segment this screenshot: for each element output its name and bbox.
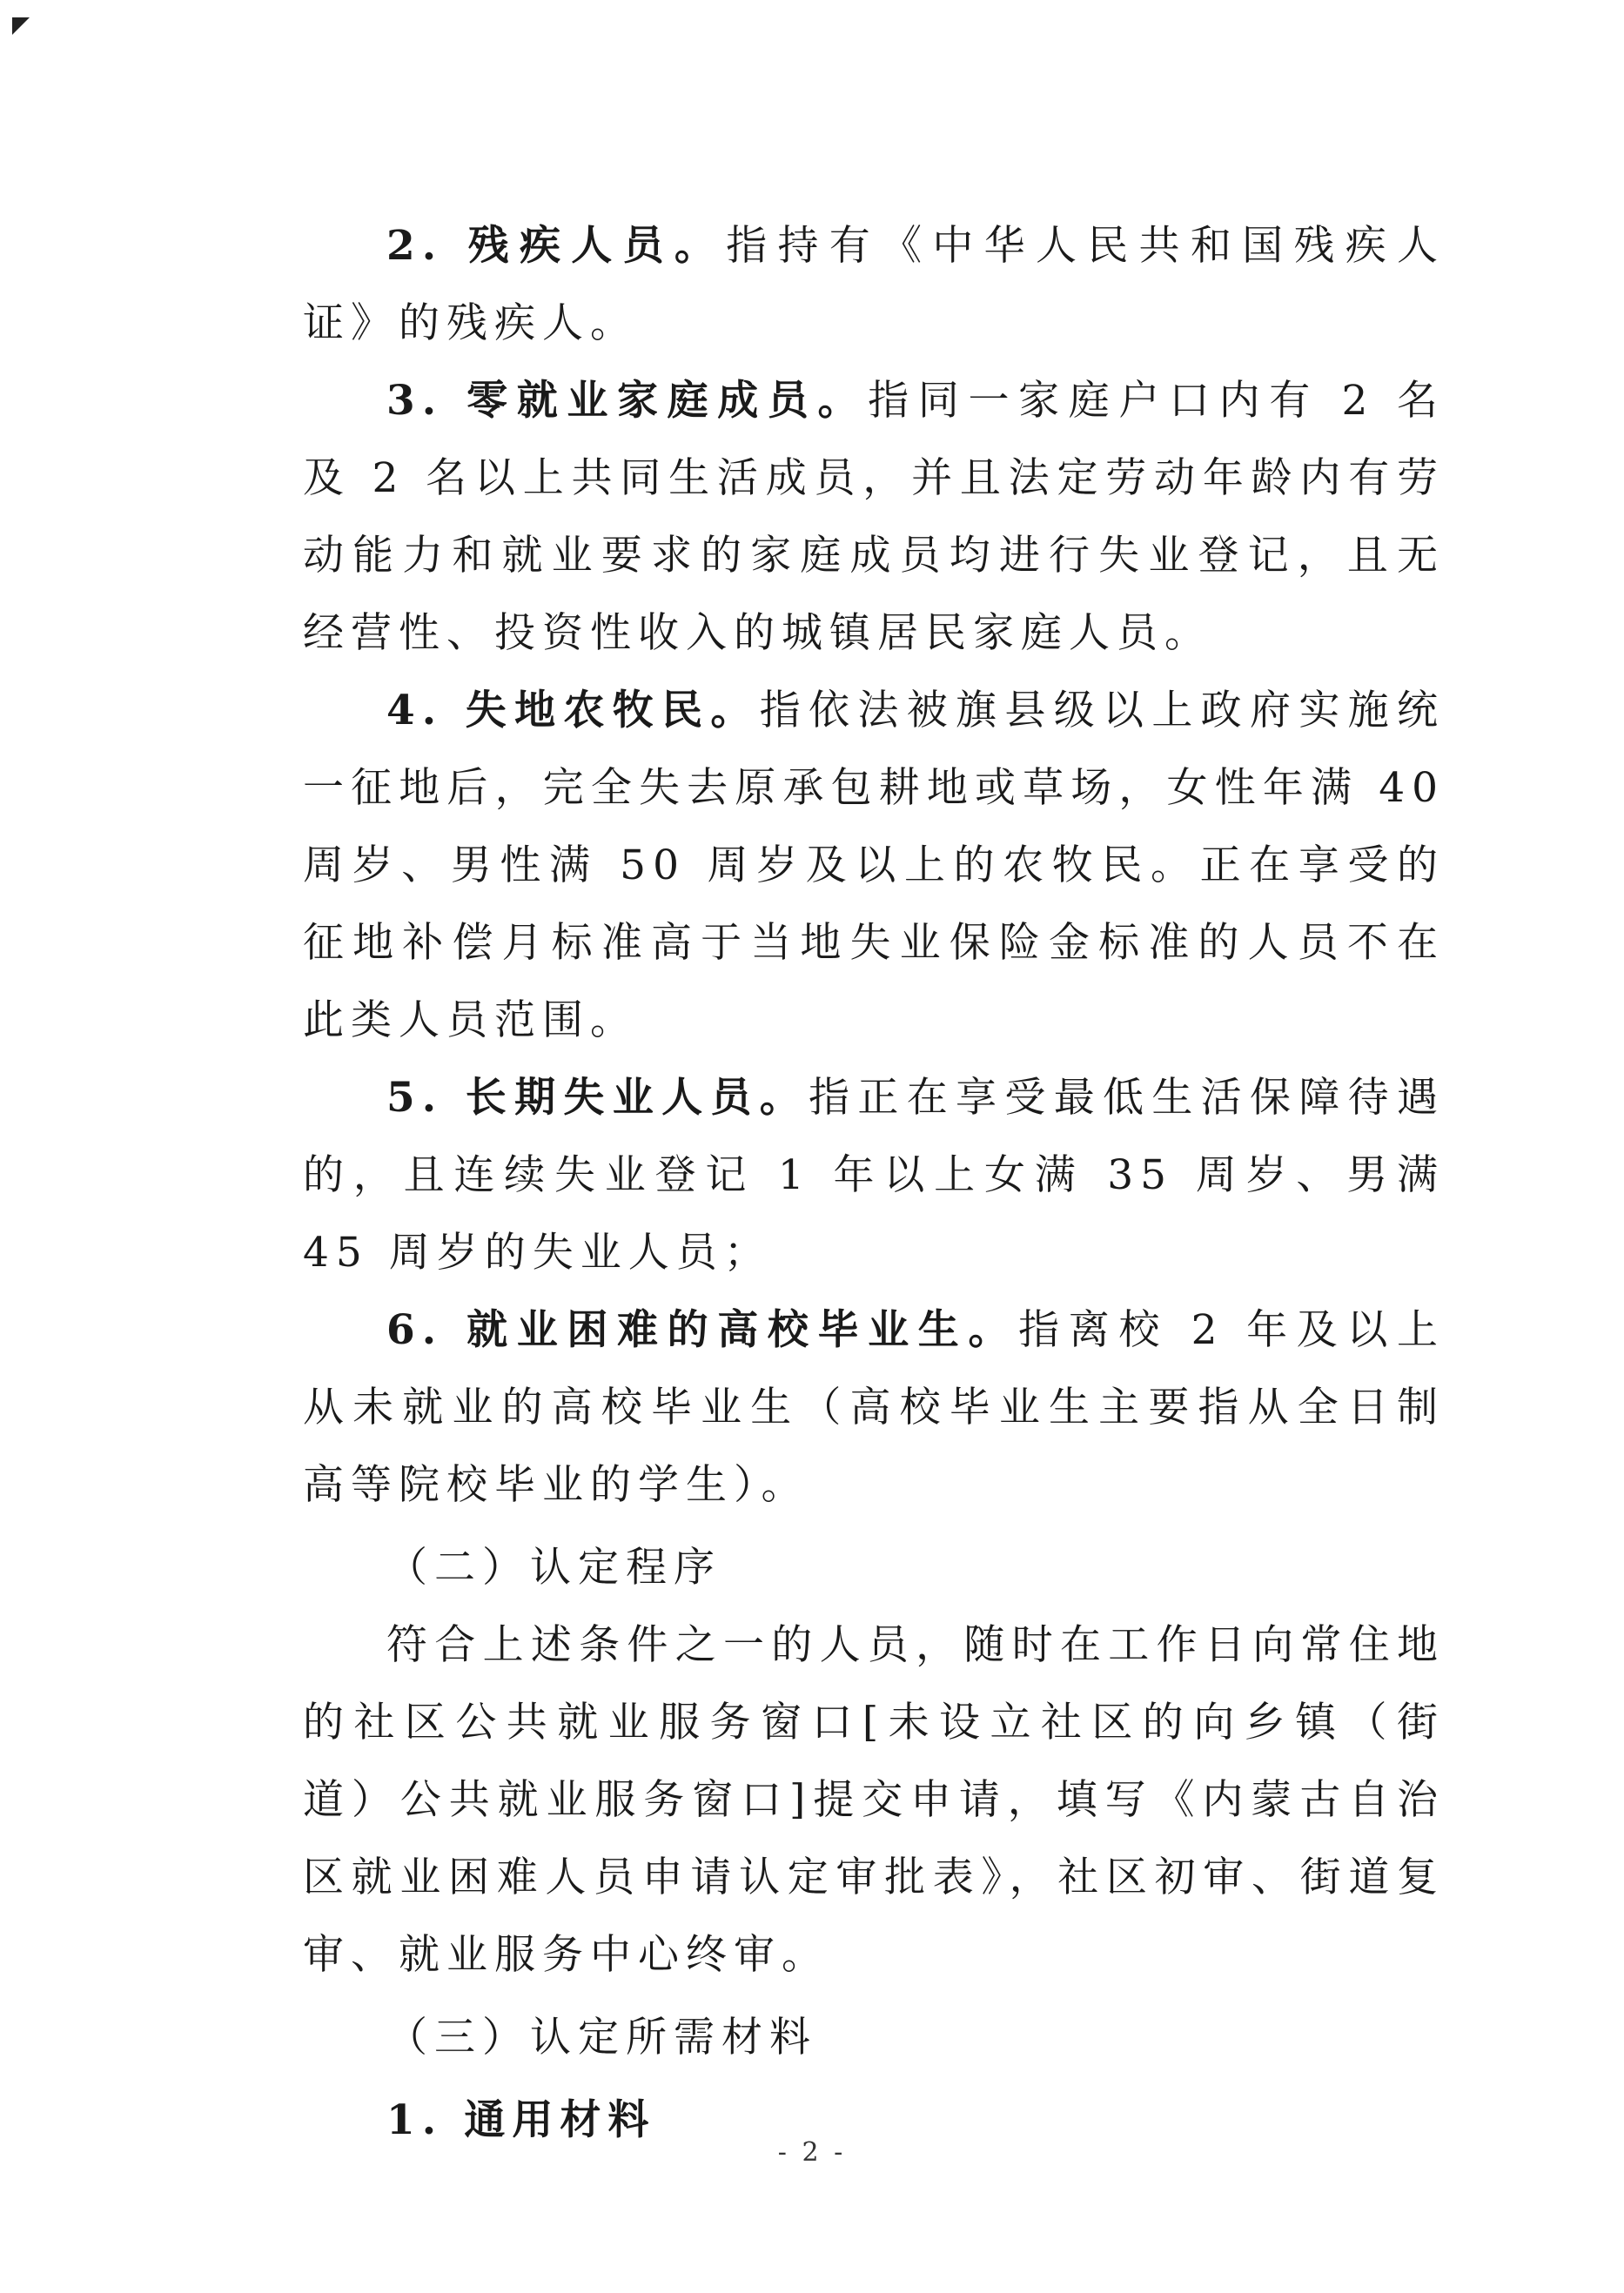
section-heading-procedure: （二）认定程序 (386, 1544, 721, 1592)
paragraph-landless-farmers (303, 672, 1445, 1059)
term-disabled-persons: 2. 残疾人员。 (386, 222, 727, 270)
definition-landless-farmers: 指依法被旗县级以上政府实施统一征地后，完全失去原承包耕地或草场，女性年满 40 周岁、男性满 50 周岁及以上的农牧民。正在享受的征地补偿月标准高于当地失业保险金标准的人员不在此类人员范围。 (303, 687, 1445, 1044)
term-long-term-unemployed: 5. 长期失业人员。 (386, 1074, 809, 1122)
paragraph-procedure: 符合上述条件之一的人员，随时在工作日向常住地的社区公共就业服务窗口[未设立社区的向乡镇（街道）公共就业服务窗口]提交申请，填写《内蒙古自治区就业困难人员申请认定审批表》，社区初审、街道复审、就业服务中心终审。 (303, 1621, 1445, 1979)
term-graduates: 6. 就业困难的高校毕业生。 (386, 1306, 1019, 1354)
section-heading-materials: （三）认定所需材料 (386, 2014, 817, 2062)
definition-disabled-persons: 指持有《中华人民共和国残疾人证》的残疾人。 (303, 222, 1445, 347)
document-body (303, 207, 1445, 2159)
paragraph-graduates (303, 1291, 1445, 1524)
paragraph-long-term-unemployed (303, 1059, 1445, 1291)
paragraph-zero-employment-family (303, 362, 1445, 672)
definition-long-term-unemployed: 指正在享受最低生活保障待遇的，且连续失业登记 1 年以上女满 35 周岁、男满 45 周岁的失业人员； (303, 1074, 1445, 1277)
definition-graduates: 指离校 2 年及以上从未就业的高校毕业生（高校毕业生主要指从全日制高等院校毕业的学生）。 (303, 1306, 1445, 1509)
term-landless-farmers: 4. 失地农牧民。 (386, 687, 760, 734)
term-zero-employment-family: 3. 零就业家庭成员。 (386, 377, 869, 425)
scan-corner-mark (12, 17, 30, 35)
definition-zero-employment-family: 指同一家庭户口内有 2 名及 2 名以上共同生活成员，并且法定劳动年龄内有劳动能力和就业要求的家庭成员均进行失业登记，且无经营性、投资性收入的城镇居民家庭人员。 (303, 377, 1445, 657)
subheading-general-materials: 1. 通用材料 (386, 2096, 656, 2144)
paragraph-disabled-persons (303, 207, 1445, 362)
page-number: - 2 - (777, 2137, 847, 2168)
